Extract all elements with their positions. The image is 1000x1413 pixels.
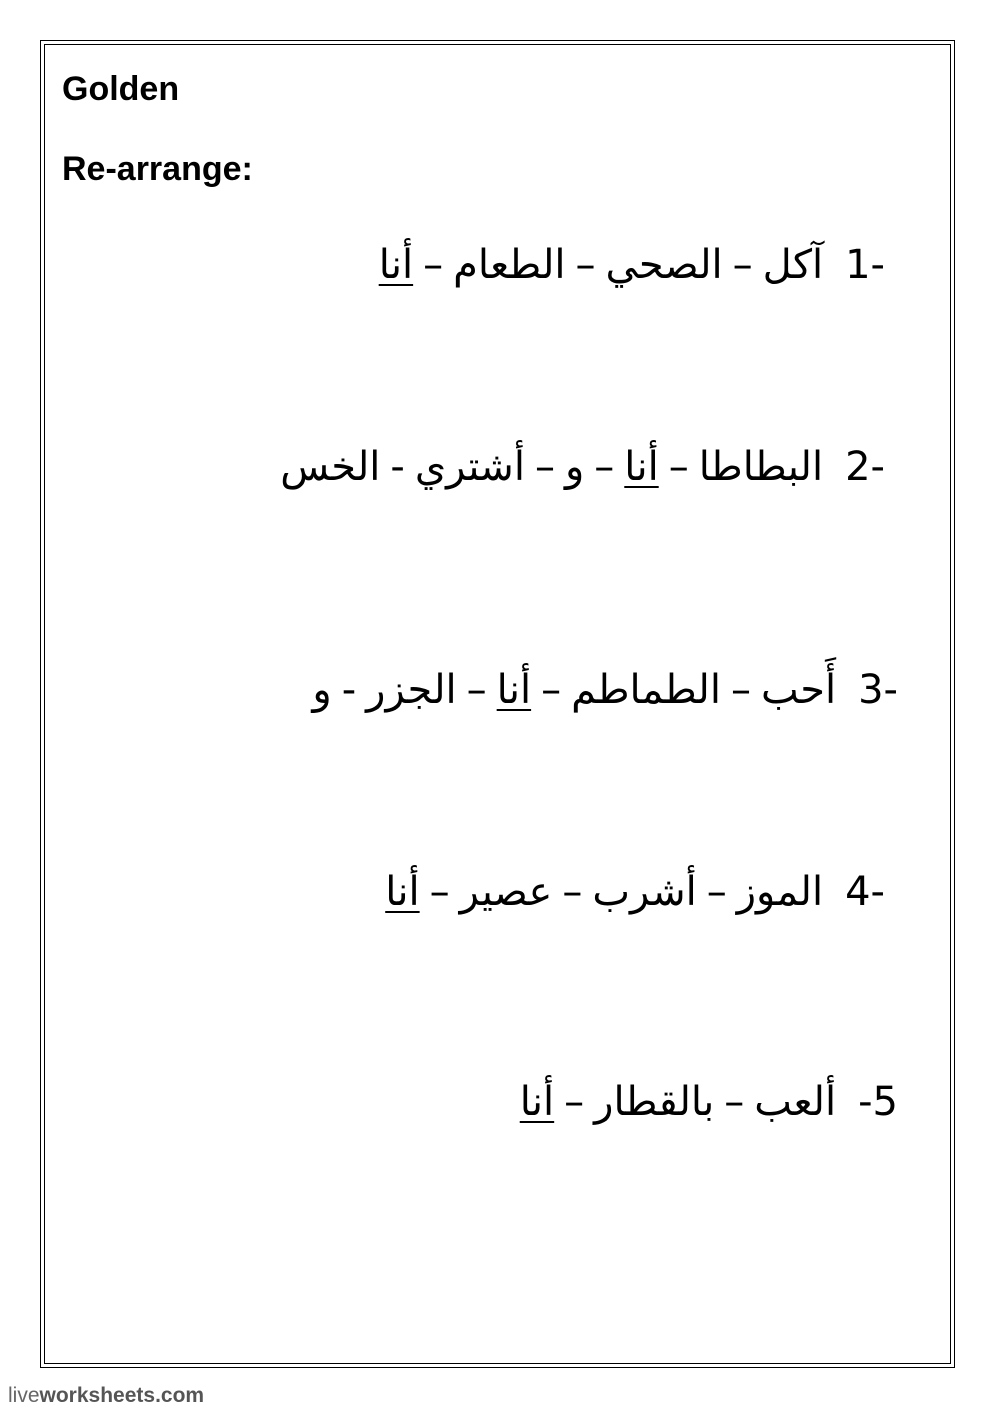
word: الطعام — [453, 242, 566, 288]
exercise-item-2 — [280, 444, 885, 490]
separator: – — [541, 667, 562, 713]
word: و — [564, 444, 585, 490]
separator: – — [706, 869, 727, 915]
word: الموز — [736, 869, 824, 915]
separator: - — [341, 667, 357, 713]
liveworksheets-link[interactable] — [8, 1384, 204, 1408]
exercise-item-4 — [385, 869, 885, 915]
separator: – — [668, 444, 689, 490]
word: بالقطار — [594, 1079, 715, 1125]
separator: – — [730, 667, 751, 713]
item-number: 3- — [858, 667, 898, 713]
word-underlined: أنا — [378, 242, 414, 288]
separator: – — [429, 869, 450, 915]
separator: – — [534, 444, 555, 490]
separator: – — [466, 667, 487, 713]
word-underlined: أنا — [519, 1079, 555, 1125]
exercise-item-1 — [378, 242, 885, 288]
separator: – — [423, 242, 444, 288]
word: الصحي — [605, 242, 723, 288]
separator: – — [594, 444, 615, 490]
brand-live: live — [8, 1384, 40, 1407]
item-number: 1- — [845, 242, 885, 288]
word: أَحب — [760, 667, 837, 713]
brand-suffix: .com — [155, 1384, 205, 1407]
word: و — [312, 667, 332, 713]
word: الجزر — [366, 667, 457, 713]
word: أشتري — [414, 444, 525, 490]
word: آكل — [762, 242, 824, 288]
word: الطماطم — [571, 667, 721, 713]
word: البطاطا — [698, 444, 824, 490]
word-underlined: أنا — [496, 667, 532, 713]
separator: – — [564, 1079, 585, 1125]
word-underlined: أنا — [624, 444, 659, 490]
separator: – — [724, 1079, 745, 1125]
word: الخس — [280, 444, 381, 490]
worksheet-title: Golden — [62, 70, 180, 108]
item-number: 4- — [845, 869, 885, 915]
word: ألعب — [754, 1079, 837, 1125]
instruction-label: Re-arrange: — [62, 150, 253, 188]
word: عصير — [459, 869, 553, 915]
separator: – — [562, 869, 583, 915]
item-number: 2- — [845, 444, 885, 490]
exercise-item-3 — [312, 667, 898, 713]
separator: - — [390, 444, 405, 490]
separator: – — [732, 242, 753, 288]
exercise-item-5 — [519, 1079, 898, 1125]
word: أشرب — [592, 869, 697, 915]
separator: – — [575, 242, 596, 288]
word-underlined: أنا — [385, 869, 420, 915]
item-number: -5 — [858, 1079, 898, 1125]
brand-worksheets: worksheets — [39, 1384, 156, 1407]
